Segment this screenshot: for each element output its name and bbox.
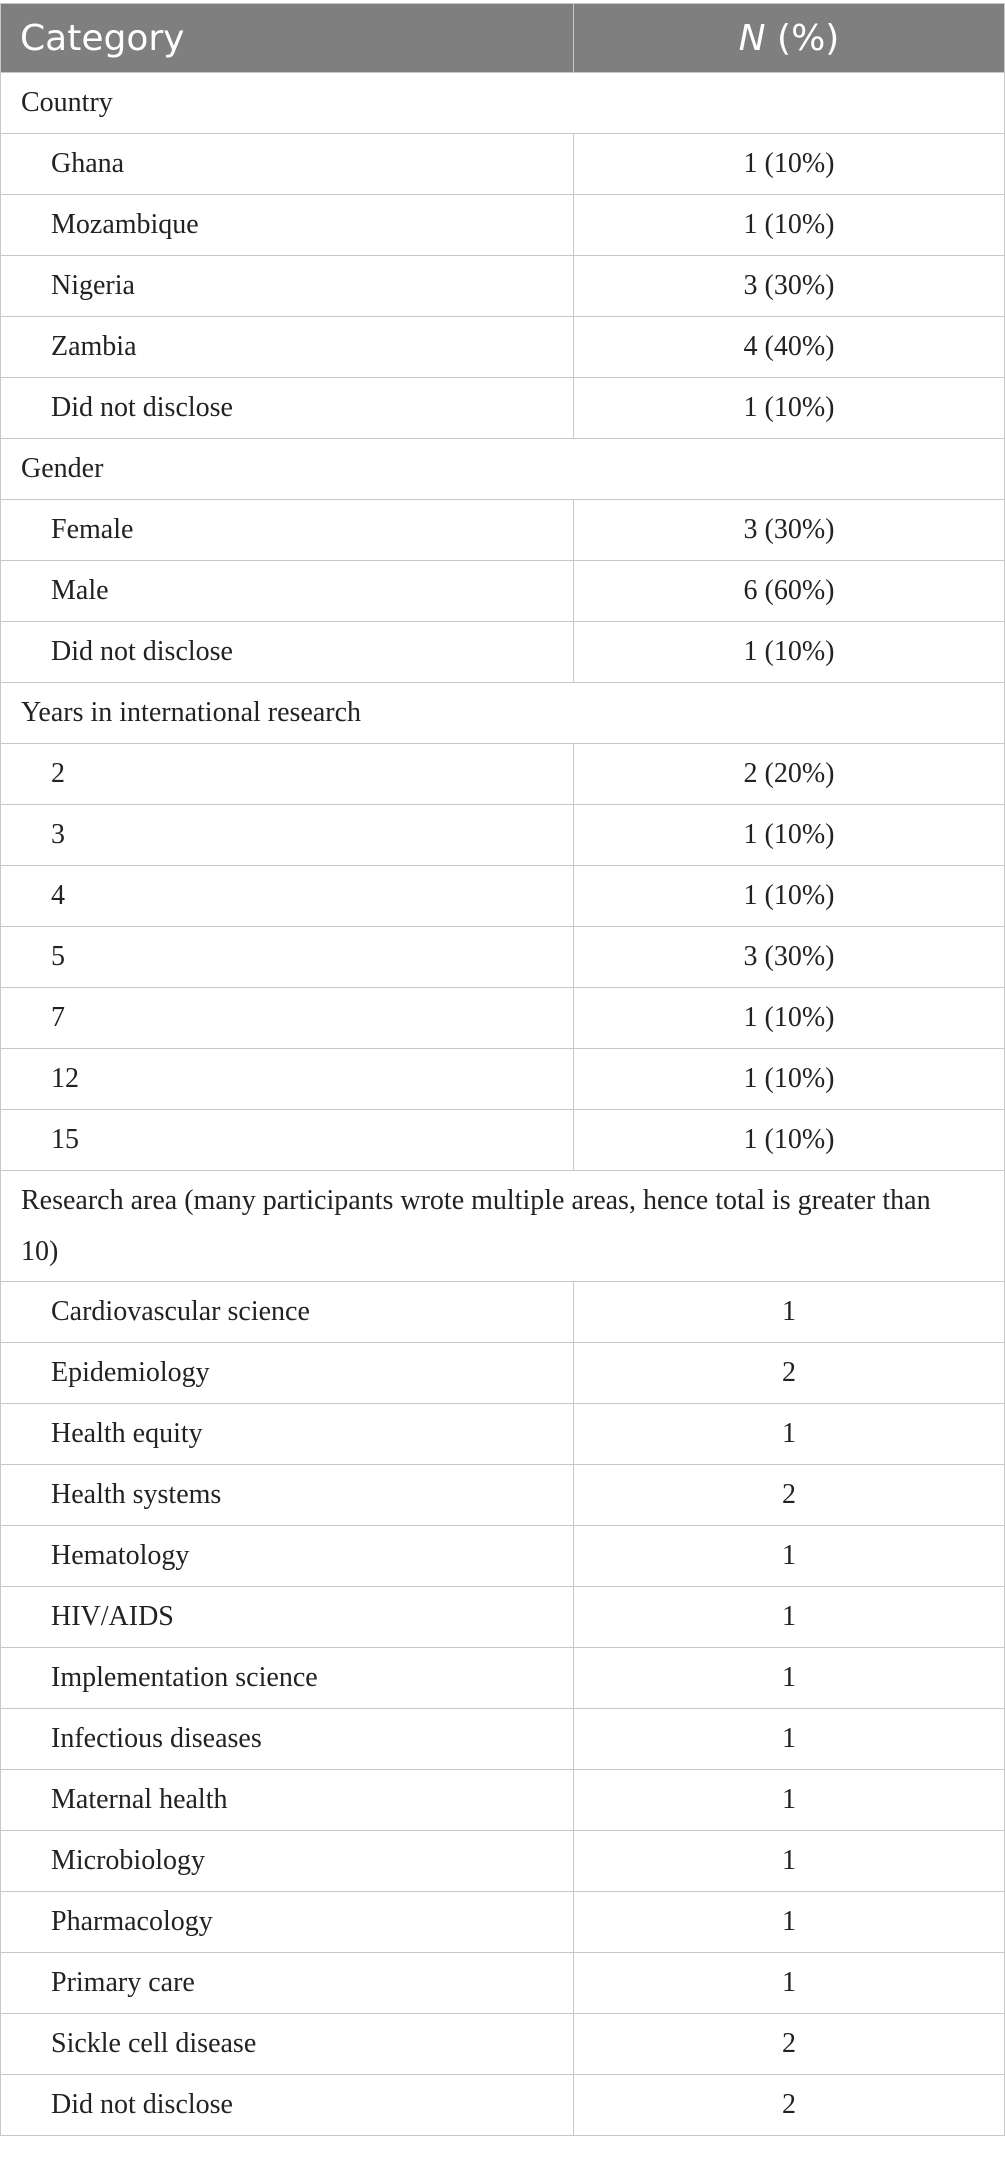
row-value: 1 [574, 1892, 1005, 1953]
row-value: 2 (20%) [574, 744, 1005, 805]
row-label: Infectious diseases [1, 1709, 574, 1770]
section-title: Research area (many participants wrote multiple areas, hence total is greater than 10) [1, 1171, 1005, 1282]
row-value: 1 (10%) [574, 805, 1005, 866]
table-row [1, 622, 1005, 683]
table-row [1, 1831, 1005, 1892]
row-label: Male [1, 561, 574, 622]
row-value: 1 (10%) [574, 622, 1005, 683]
row-value: 1 [574, 1648, 1005, 1709]
row-value: 1 (10%) [574, 866, 1005, 927]
table-row [1, 1648, 1005, 1709]
row-label: Did not disclose [1, 2075, 574, 2136]
table-row [1, 1953, 1005, 2014]
row-label: Mozambique [1, 195, 574, 256]
row-label: Health equity [1, 1404, 574, 1465]
table-row [1, 134, 1005, 195]
header-n: N [738, 17, 766, 59]
table-row [1, 1049, 1005, 1110]
table-row [1, 1404, 1005, 1465]
row-label: Epidemiology [1, 1343, 574, 1404]
header-n-percent [574, 4, 1005, 73]
table-row [1, 317, 1005, 378]
row-value: 1 (10%) [574, 1049, 1005, 1110]
row-value: 1 [574, 1587, 1005, 1648]
row-label: Pharmacology [1, 1892, 574, 1953]
row-value: 4 (40%) [574, 317, 1005, 378]
row-label: 5 [1, 927, 574, 988]
row-label: 3 [1, 805, 574, 866]
row-value: 1 (10%) [574, 378, 1005, 439]
table-row [1, 2014, 1005, 2075]
row-value: 3 (30%) [574, 927, 1005, 988]
table-row [1, 805, 1005, 866]
table-row [1, 500, 1005, 561]
table-row [1, 1282, 1005, 1343]
table-row [1, 1892, 1005, 1953]
row-value: 1 [574, 1709, 1005, 1770]
row-label: 4 [1, 866, 574, 927]
table-row [1, 1110, 1005, 1171]
table-row [1, 744, 1005, 805]
table-row [1, 195, 1005, 256]
row-label: Ghana [1, 134, 574, 195]
section-title: Years in international research [1, 683, 1005, 744]
row-value: 2 [574, 2075, 1005, 2136]
row-label: 2 [1, 744, 574, 805]
table-row [1, 256, 1005, 317]
row-label: Maternal health [1, 1770, 574, 1831]
row-label: Did not disclose [1, 378, 574, 439]
row-label: 12 [1, 1049, 574, 1110]
section-row [1, 683, 1005, 744]
table-row [1, 1343, 1005, 1404]
demographics-table [0, 3, 1005, 2136]
table-body [1, 73, 1005, 2136]
section-row [1, 439, 1005, 500]
row-value: 1 [574, 1831, 1005, 1892]
table-row [1, 1526, 1005, 1587]
table-row [1, 1770, 1005, 1831]
table-row [1, 561, 1005, 622]
row-label: 15 [1, 1110, 574, 1171]
row-value: 2 [574, 1343, 1005, 1404]
row-label: Nigeria [1, 256, 574, 317]
table-row [1, 378, 1005, 439]
row-label: Hematology [1, 1526, 574, 1587]
row-value: 1 (10%) [574, 1110, 1005, 1171]
row-label: Primary care [1, 1953, 574, 2014]
row-label: Sickle cell disease [1, 2014, 574, 2075]
table-row [1, 1709, 1005, 1770]
row-value: 6 (60%) [574, 561, 1005, 622]
row-label: HIV/AIDS [1, 1587, 574, 1648]
header-category: Category [1, 4, 574, 73]
row-value: 1 (10%) [574, 988, 1005, 1049]
row-label: Female [1, 500, 574, 561]
row-value: 1 (10%) [574, 134, 1005, 195]
table-row [1, 1587, 1005, 1648]
row-value: 1 [574, 1282, 1005, 1343]
table-row [1, 988, 1005, 1049]
section-title: Country [1, 73, 1005, 134]
table-row [1, 927, 1005, 988]
table-row [1, 1465, 1005, 1526]
row-value: 1 [574, 1770, 1005, 1831]
row-value: 1 [574, 1953, 1005, 2014]
row-value: 1 (10%) [574, 195, 1005, 256]
row-label: Cardiovascular science [1, 1282, 574, 1343]
section-title: Gender [1, 439, 1005, 500]
row-label: Implementation science [1, 1648, 574, 1709]
row-value: 3 (30%) [574, 256, 1005, 317]
section-row [1, 73, 1005, 134]
header-percent: (%) [765, 17, 840, 59]
header-row [1, 4, 1005, 73]
row-label: 7 [1, 988, 574, 1049]
row-value: 2 [574, 2014, 1005, 2075]
row-label: Microbiology [1, 1831, 574, 1892]
row-value: 3 (30%) [574, 500, 1005, 561]
section-row [1, 1171, 1005, 1282]
row-value: 1 [574, 1404, 1005, 1465]
row-label: Did not disclose [1, 622, 574, 683]
row-value: 2 [574, 1465, 1005, 1526]
table-row [1, 2075, 1005, 2136]
row-value: 1 [574, 1526, 1005, 1587]
row-label: Zambia [1, 317, 574, 378]
row-label: Health systems [1, 1465, 574, 1526]
table-row [1, 866, 1005, 927]
